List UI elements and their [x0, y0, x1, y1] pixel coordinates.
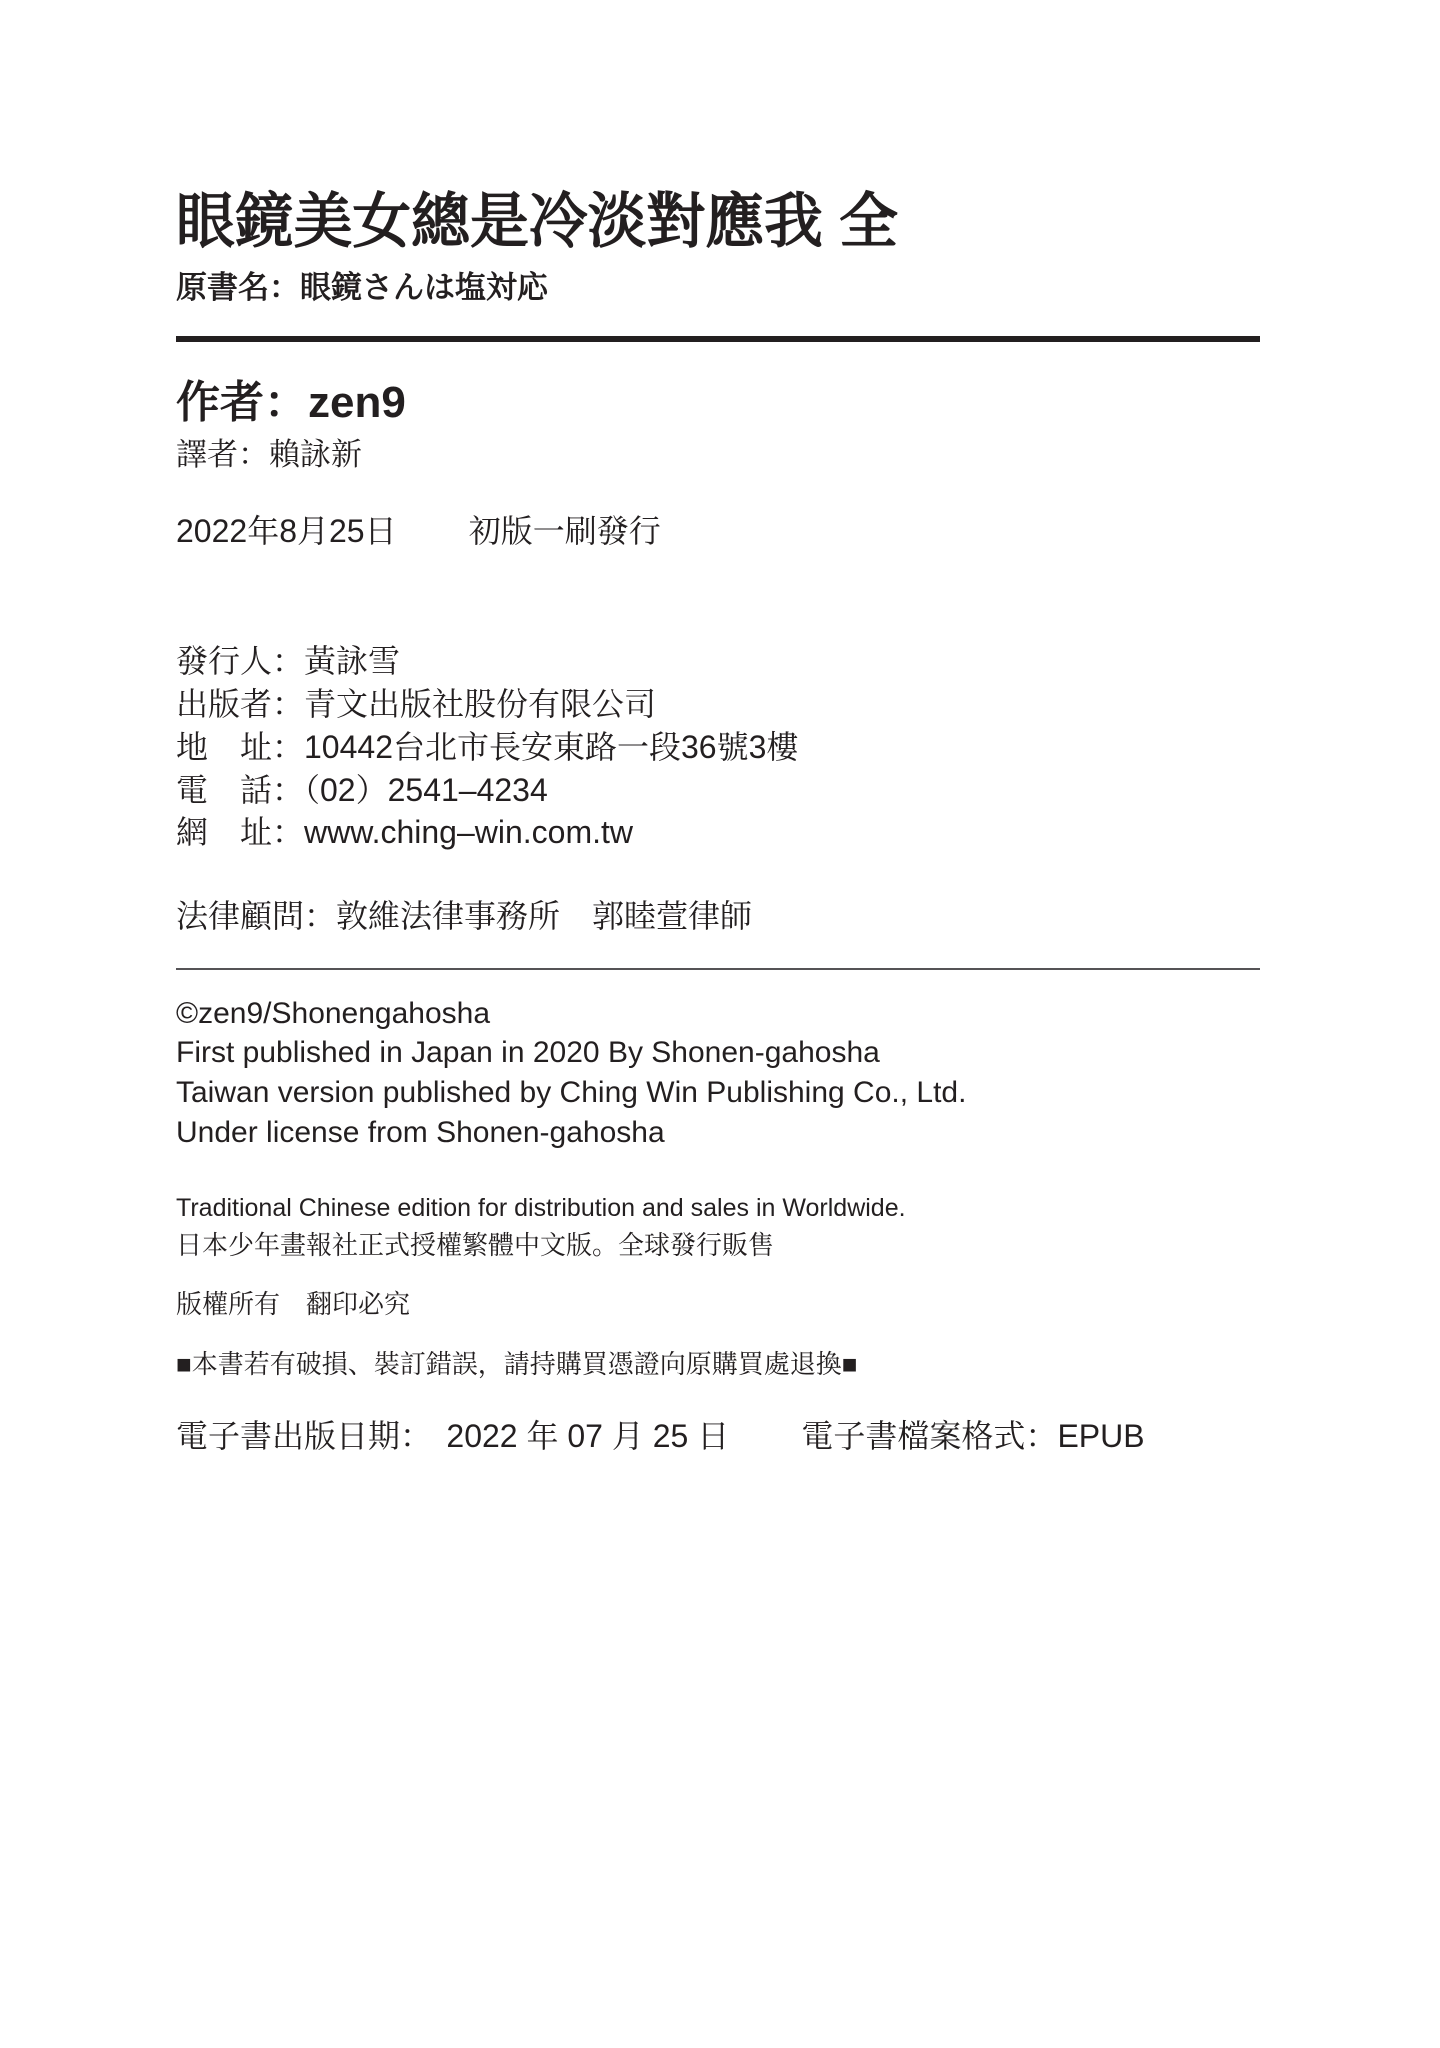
phone-line: 電 話：（02）2541–4234: [176, 771, 548, 808]
ebook-format-label: 電子書檔案格式：: [801, 1417, 1058, 1454]
distribution-notice-zh: 日本少年畫報社正式授權繁體中文版。全球發行販售: [176, 1229, 775, 1260]
legal-counsel-line: 法律顧問：敦維法律事務所 郭睦萱律師: [176, 898, 753, 935]
edition-note: 初版一刷發行: [468, 512, 661, 549]
copyright-line-2: First published in Japan in 2020 By Shonen-gahosha: [176, 1036, 880, 1070]
publisher-company-line: 出版者：青文出版社股份有限公司: [176, 685, 657, 722]
all-rights-reserved: 版權所有 翻印必究: [176, 1289, 411, 1320]
colophon-content: [176, 0, 1260, 1457]
divider-thin: [176, 968, 1260, 970]
page-title: 眼鏡美女總是冷淡對應我 全: [176, 188, 898, 255]
divider-thick: [176, 336, 1260, 342]
credits-block: [176, 378, 1260, 550]
website-line[interactable]: 網 址：www.ching–win.com.tw: [176, 814, 634, 851]
author-line: 作者：zen9: [176, 377, 406, 427]
original-title: 原書名：眼鏡さんは塩対応: [176, 270, 548, 305]
translator-line: 譯者：賴詠新: [176, 437, 362, 473]
ebook-date-label: 電子書出版日期：: [176, 1417, 433, 1454]
notices-block: [176, 1190, 1260, 1383]
title-block: [176, 0, 1260, 308]
distribution-notice-en: Traditional Chinese edition for distribution and sales in Worldwide.: [176, 1194, 906, 1223]
copyright-block: [176, 994, 1260, 1152]
imprint-block: [176, 640, 1260, 938]
copyright-line-3: Taiwan version published by Ching Win Publishing Co., Ltd.: [176, 1076, 967, 1110]
copyright-line-4: Under license from Shonen-gahosha: [176, 1115, 665, 1149]
publication-date-line: [176, 512, 1260, 550]
ebook-date-value: 2022 年 07 月 25 日: [446, 1417, 730, 1454]
copyright-line-1: ©zen9/Shonengahosha: [176, 996, 491, 1030]
publication-date: 2022年8月25日: [176, 512, 397, 549]
publisher-person-line: 發行人：黃詠雪: [176, 642, 401, 679]
ebook-format-value: EPUB: [1057, 1417, 1145, 1454]
address-line: 地 址：10442台北市長安東路一段36號3樓: [176, 728, 799, 765]
defect-return-notice: ■本書若有破損、裝訂錯誤，請持購買憑證向原購買處退換■: [176, 1348, 858, 1379]
ebook-info-line: [176, 1416, 1260, 1458]
